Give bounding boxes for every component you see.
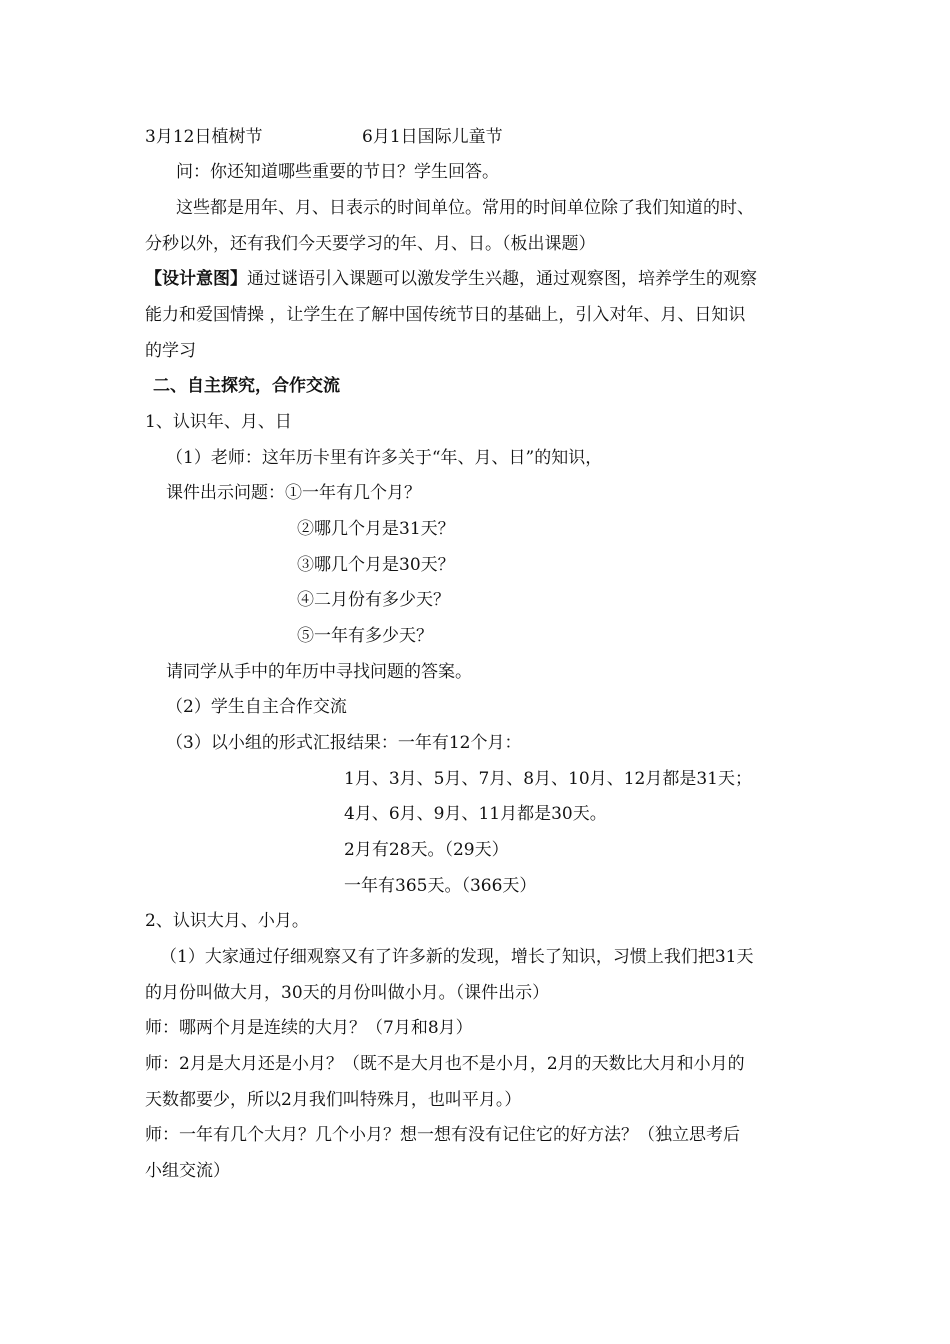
line-result-february: 2月有28天。（29天） [344, 840, 509, 860]
line-time-units-2: 分秒以外，还有我们今天要学习的年、月、日。（板出课题） [145, 234, 596, 254]
line-step-2: （2）学生自主合作交流 [166, 697, 347, 717]
subsection-heading-2: 2、认识大月、小月。 [145, 911, 309, 931]
design-intent-heading: 【设计意图】 [145, 269, 247, 289]
line-design-intent-1 [145, 271, 757, 288]
line-teacher-q2b: 天数都要少，所以2月我们叫特殊月，也叫平月。） [145, 1090, 522, 1110]
line-question-4: ④二月份有多少天？ [297, 590, 450, 610]
line-question-5: ⑤一年有多少天？ [297, 626, 433, 646]
line-result-year-days: 一年有365天。（366天） [344, 876, 537, 896]
line-big-month-1: （1）大家通过仔细观察又有了许多新的发现，增长了知识，习惯上我们把31天 [160, 947, 754, 967]
line-result-31-days: 1月、3月、5月、7月、8月、10月、12月都是31天； [344, 769, 752, 789]
line-question-holidays: 问：你还知道哪些重要的节日？学生回答。 [176, 162, 499, 182]
line-teacher-q2a: 师：2月是大月还是小月？（既不是大月也不是小月，2月的天数比大月和小月的 [145, 1054, 745, 1074]
line-step-3: （3）以小组的形式汇报结果：一年有12个月： [166, 733, 522, 753]
line-teacher-q1: 师：哪两个月是连续的大月？（7月和8月） [145, 1018, 473, 1038]
design-intent-text: 通过谜语引入课题可以激发学生兴趣，通过观察图，培养学生的观察 [247, 269, 757, 289]
line-arbor-day: 3月12日植树节 [145, 127, 263, 147]
line-childrens-day: 6月1日国际儿童节 [362, 127, 503, 147]
line-question-3: ③哪几个月是30天？ [297, 555, 455, 575]
line-design-intent-2: 能力和爱国情操 ，让学生在了解中国传统节日的基础上，引入对年、月、日知识 [145, 305, 746, 325]
line-time-units-1: 这些都是用年、月、日表示的时间单位。常用的时间单位除了我们知道的时、 [176, 198, 754, 218]
line-result-30-days: 4月、6月、9月、11月都是30天。 [344, 804, 607, 824]
line-question-1: 课件出示问题：①一年有几个月？ [166, 483, 421, 503]
line-teacher-q3a: 师：一年有几个大月？几个小月？想一想有没有记住它的好方法？（独立思考后 [145, 1125, 740, 1145]
section-heading-explore: 二、自主探究，合作交流 [153, 376, 340, 396]
line-teacher-q3b: 小组交流） [145, 1161, 230, 1181]
line-design-intent-3: 的学习 [145, 341, 196, 361]
line-teacher-intro: （1）老师：这年历卡里有许多关于“年、月、日”的知识， [166, 448, 603, 468]
line-big-month-2: 的月份叫做大月，30天的月份叫做小月。（课件出示） [145, 983, 550, 1003]
line-question-2: ②哪几个月是31天？ [297, 519, 455, 539]
subsection-heading-1: 1、认识年、月、日 [145, 412, 292, 432]
line-find-answers: 请同学从手中的年历中寻找问题的答案。 [166, 662, 472, 682]
